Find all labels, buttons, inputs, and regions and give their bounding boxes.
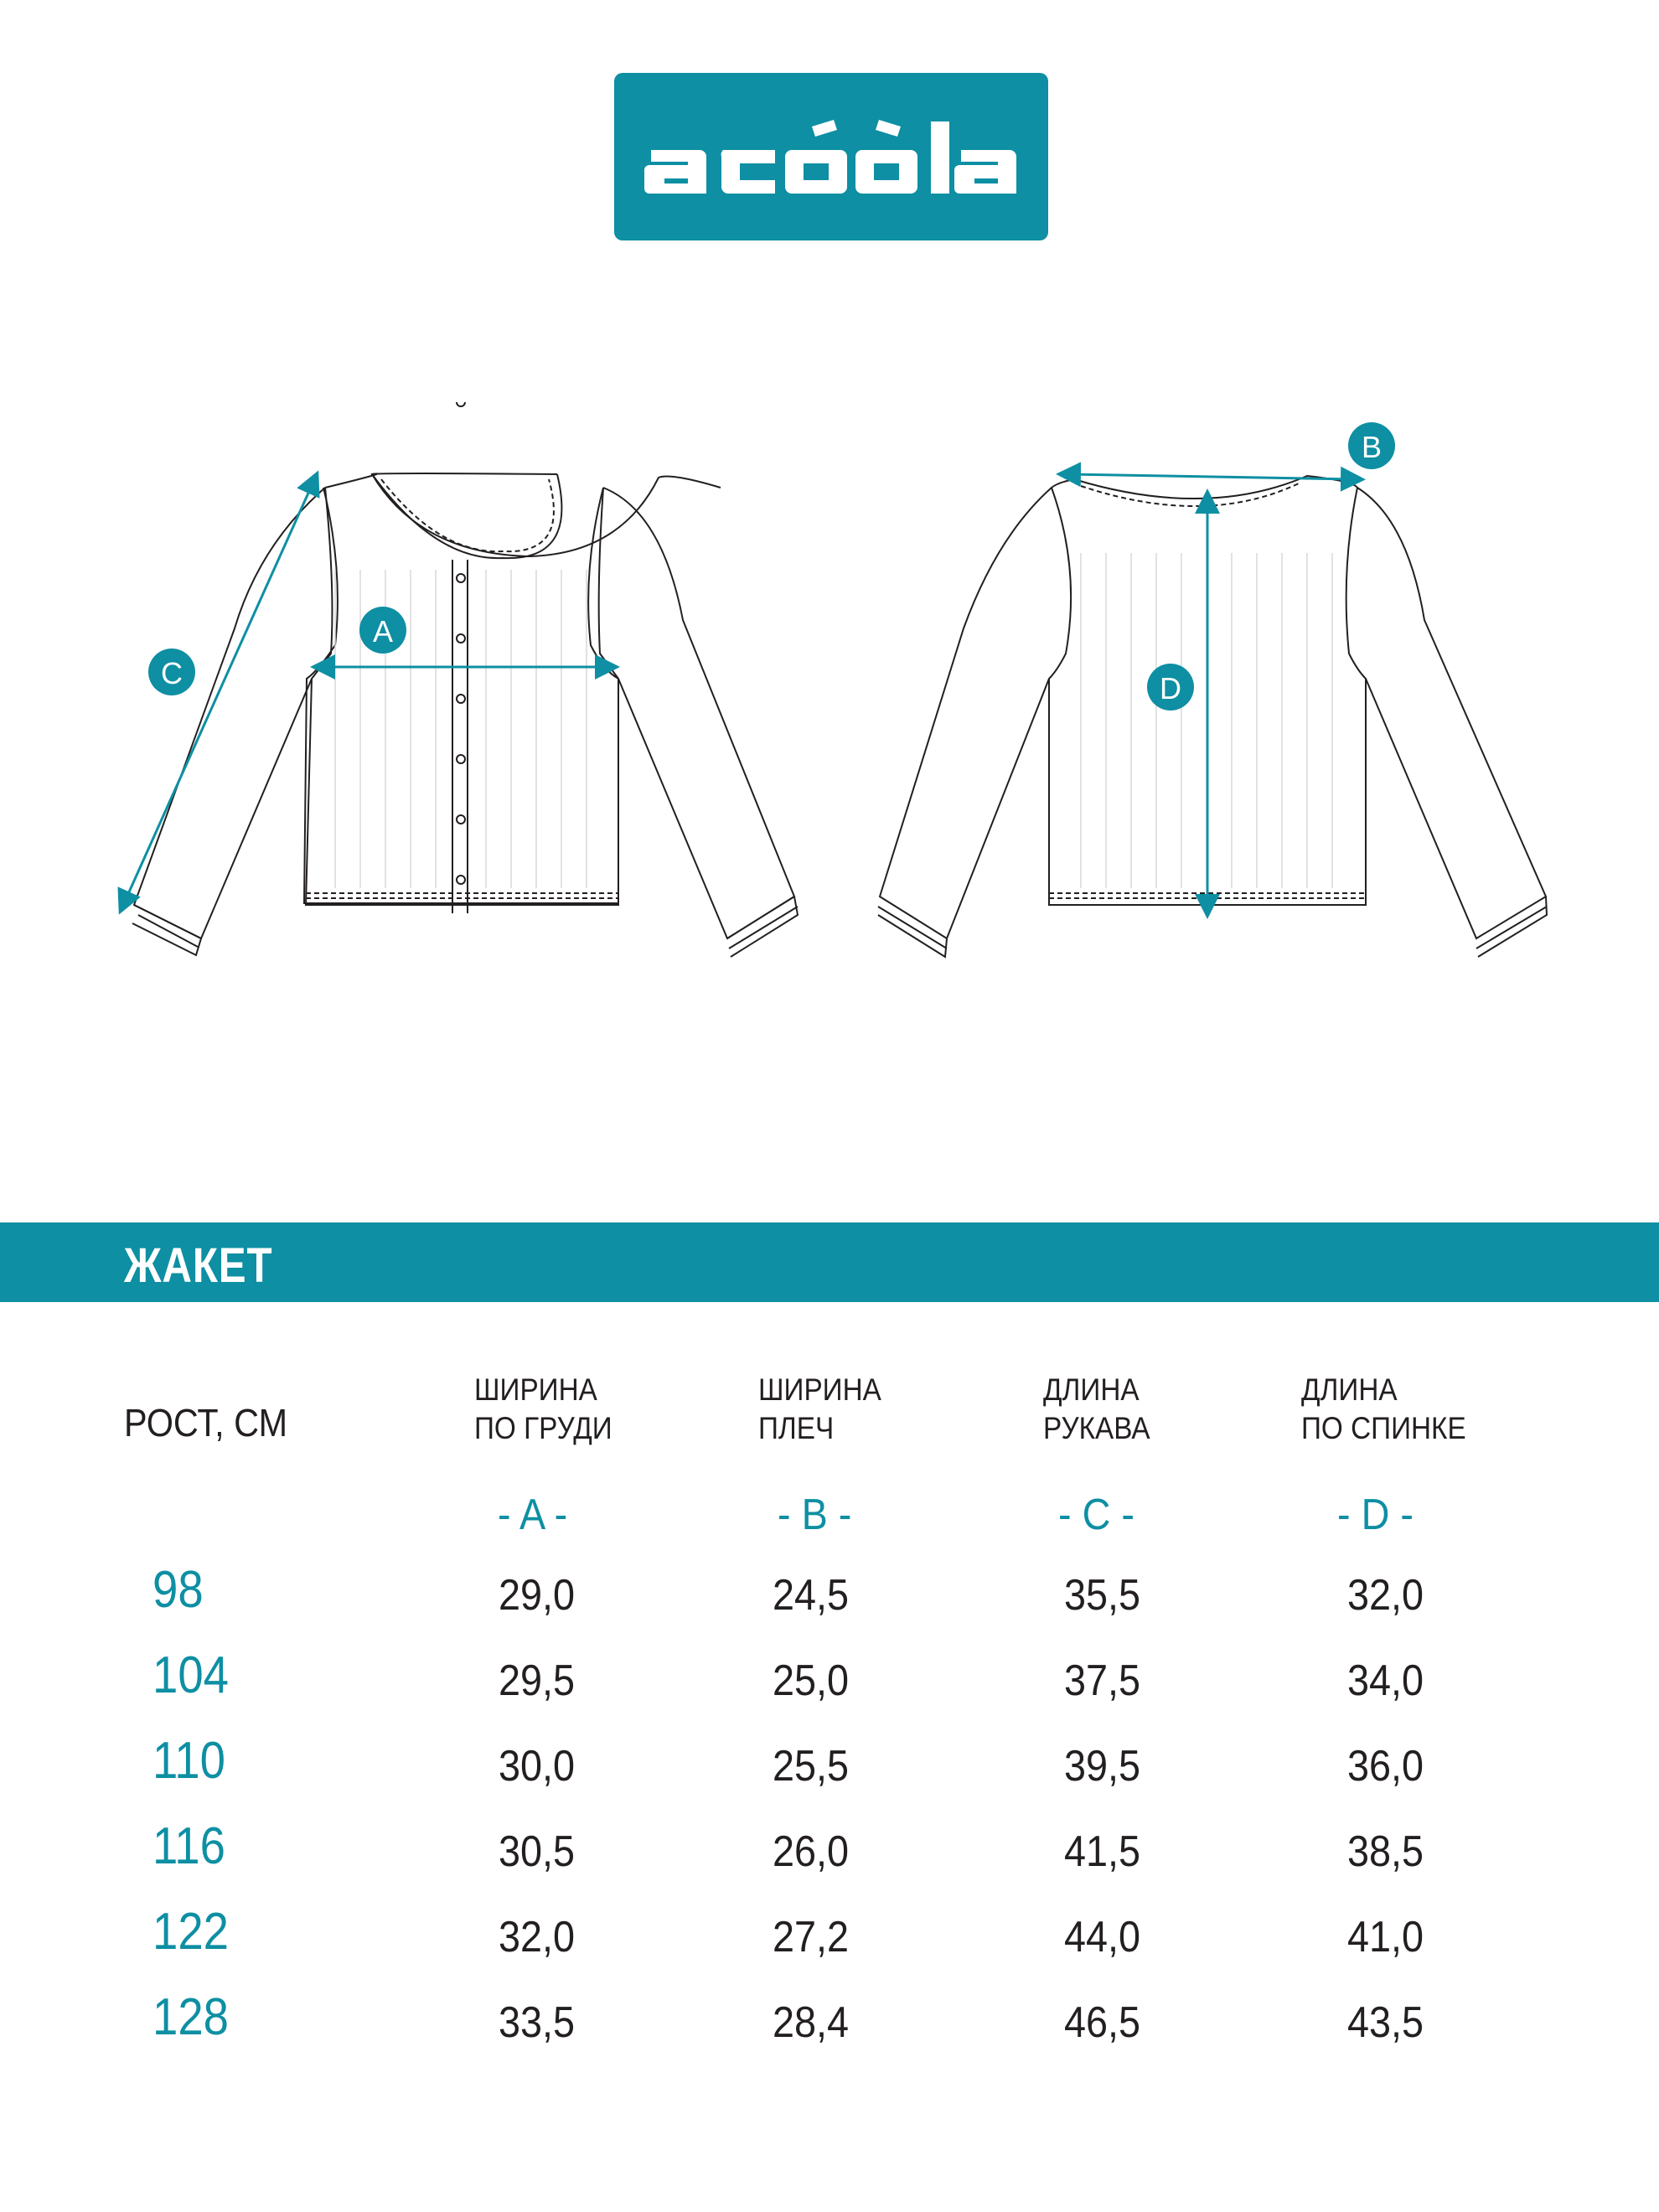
column-code-b: - B - bbox=[778, 1491, 852, 1539]
column-header-d bbox=[1301, 1371, 1466, 1448]
column-header-c bbox=[1043, 1371, 1150, 1448]
row-value-a: 29,5 bbox=[499, 1656, 576, 1705]
row-value-a: 30,0 bbox=[499, 1742, 576, 1791]
column-code-c: - C - bbox=[1058, 1491, 1134, 1539]
row-size: 104 bbox=[152, 1646, 230, 1704]
row-value-b: 25,0 bbox=[773, 1656, 850, 1705]
column-header-b-line1: ШИРИНА bbox=[758, 1372, 881, 1407]
marker-c bbox=[148, 649, 195, 695]
marker-d-label: D bbox=[1160, 671, 1181, 705]
brand-logo-wordmark bbox=[614, 73, 1048, 240]
column-header-c-line2: РУКАВА bbox=[1043, 1411, 1150, 1445]
column-header-a-line1: ШИРИНА bbox=[474, 1372, 597, 1407]
row-value-d: 32,0 bbox=[1347, 1571, 1424, 1620]
row-value-c: 35,5 bbox=[1064, 1571, 1141, 1620]
row-value-a: 33,5 bbox=[499, 1998, 576, 2047]
marker-a bbox=[359, 607, 406, 654]
row-value-b: 28,4 bbox=[773, 1998, 850, 2047]
row-value-d: 43,5 bbox=[1347, 1998, 1424, 2047]
row-size: 128 bbox=[152, 1988, 230, 2046]
jacket-back-view bbox=[878, 476, 1547, 957]
row-value-c: 39,5 bbox=[1064, 1742, 1141, 1791]
marker-c-label: C bbox=[161, 656, 183, 690]
product-title: ЖАКЕТ bbox=[124, 1238, 273, 1293]
column-header-d-line2: ПО СПИНКЕ bbox=[1301, 1411, 1466, 1445]
row-value-c: 41,5 bbox=[1064, 1827, 1141, 1876]
row-value-d: 36,0 bbox=[1347, 1742, 1424, 1791]
column-header-d-line1: ДЛИНА bbox=[1301, 1372, 1398, 1407]
height-column-header: РОСТ, СМ bbox=[124, 1401, 288, 1445]
row-value-c: 37,5 bbox=[1064, 1656, 1141, 1705]
row-size: 110 bbox=[152, 1732, 225, 1790]
row-value-b: 24,5 bbox=[773, 1571, 850, 1620]
marker-a-label: A bbox=[372, 614, 394, 649]
measure-line-c bbox=[124, 482, 313, 903]
garment-drawing bbox=[0, 402, 1659, 989]
column-header-b-line2: ПЛЕЧ bbox=[758, 1411, 835, 1445]
marker-d bbox=[1147, 664, 1194, 711]
row-value-b: 26,0 bbox=[773, 1827, 850, 1876]
product-banner bbox=[0, 1222, 1659, 1302]
brand-logo bbox=[614, 73, 1048, 240]
column-header-a-line2: ПО ГРУДИ bbox=[474, 1411, 612, 1445]
column-header-a bbox=[474, 1371, 612, 1448]
row-value-d: 41,0 bbox=[1347, 1913, 1424, 1961]
row-value-d: 34,0 bbox=[1347, 1656, 1424, 1705]
row-size: 116 bbox=[152, 1817, 225, 1875]
row-value-a: 30,5 bbox=[499, 1827, 576, 1876]
column-code-a: - A - bbox=[498, 1491, 568, 1539]
row-size: 122 bbox=[152, 1903, 230, 1961]
column-header-b bbox=[758, 1371, 881, 1448]
jacket-front-view bbox=[132, 402, 798, 957]
column-code-d: - D - bbox=[1337, 1491, 1414, 1539]
marker-b-label: B bbox=[1361, 430, 1382, 464]
column-header-c-line1: ДЛИНА bbox=[1043, 1372, 1140, 1407]
row-value-c: 44,0 bbox=[1064, 1913, 1141, 1961]
row-value-b: 25,5 bbox=[773, 1742, 850, 1791]
row-size: 98 bbox=[152, 1561, 204, 1619]
row-value-a: 29,0 bbox=[499, 1571, 576, 1620]
row-value-b: 27,2 bbox=[773, 1913, 850, 1961]
marker-b bbox=[1348, 422, 1395, 469]
row-value-d: 38,5 bbox=[1347, 1827, 1424, 1876]
row-value-a: 32,0 bbox=[499, 1913, 576, 1961]
row-value-c: 46,5 bbox=[1064, 1998, 1141, 2047]
